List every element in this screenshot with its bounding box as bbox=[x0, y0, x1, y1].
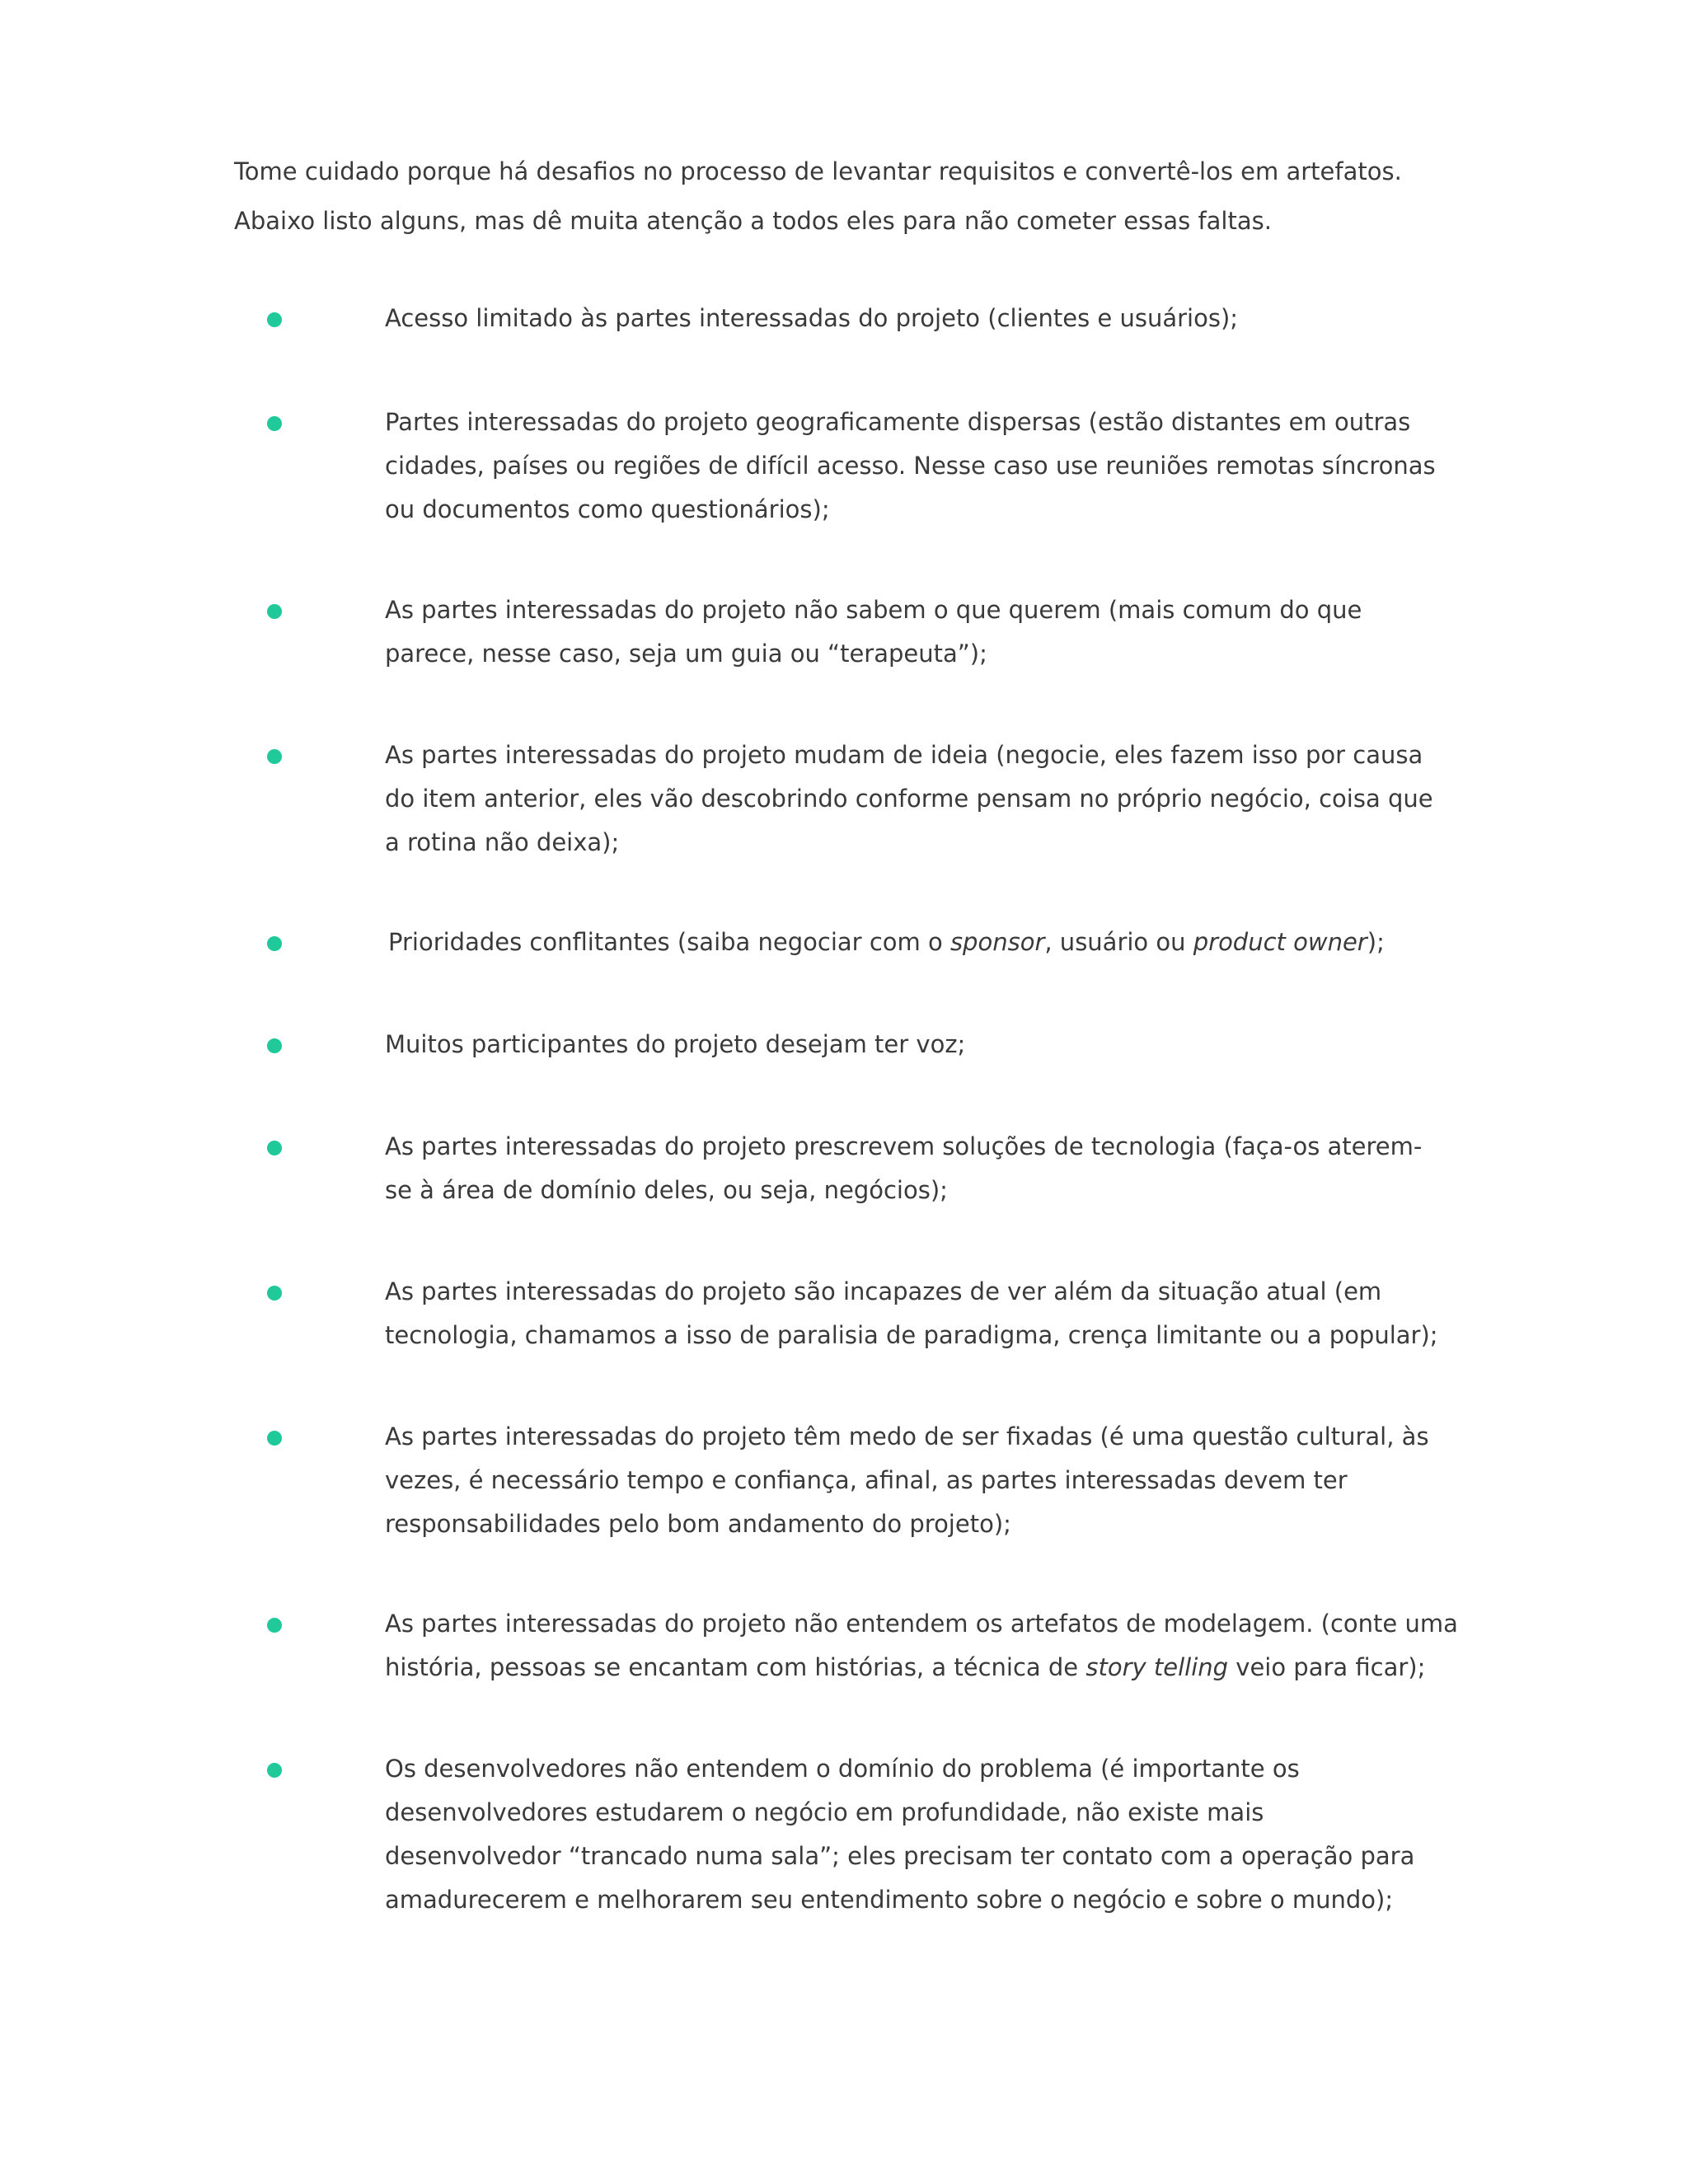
bullet-icon bbox=[267, 312, 282, 327]
item-line: do item anterior, eles vão descobrindo conforme pensam no próprio negócio, coisa que bbox=[385, 785, 1433, 813]
item-line: As partes interessadas do projeto não entendem os artefatos de modelagem. (conte uma bbox=[385, 1610, 1458, 1638]
item-text-italic: story telling bbox=[1085, 1653, 1229, 1681]
item-line: parece, nesse caso, seja um guia ou “terapeuta”); bbox=[385, 640, 987, 668]
item-line: vezes, é necessário tempo e confiança, afinal, as partes interessadas devem ter bbox=[385, 1466, 1348, 1494]
intro-line-2: Abaixo listo alguns, mas dê muita atenção a todos eles para não cometer essas faltas. bbox=[234, 207, 1272, 235]
item-line: As partes interessadas do projeto têm medo de ser fixadas (é uma questão cultural, às bbox=[385, 1422, 1429, 1451]
item-text-italic: sponsor bbox=[950, 928, 1045, 956]
item-line: ou documentos como questionários); bbox=[385, 495, 830, 523]
bullet-icon bbox=[267, 1141, 282, 1155]
bullet-icon bbox=[267, 1431, 282, 1446]
item-line: desenvolvedor “trancado numa sala”; eles precisam ter contato com a operação para bbox=[385, 1842, 1415, 1870]
item-line: As partes interessadas do projeto mudam de ideia (negocie, eles fazem isso por causa bbox=[385, 741, 1423, 769]
item-text-part: ); bbox=[1367, 928, 1385, 956]
item-line: amadurecerem e melhorarem seu entendimento sobre o negócio e sobre o mundo); bbox=[385, 1886, 1394, 1914]
item-line: Muitos participantes do projeto desejam ter voz; bbox=[385, 1030, 966, 1058]
bullet-icon bbox=[267, 604, 282, 619]
item-line: Partes interessadas do projeto geograficamente dispersas (estão distantes em outras bbox=[385, 408, 1411, 436]
intro-line-1: Tome cuidado porque há desafios no processo de levantar requisitos e convertê-los em artefatos. bbox=[234, 157, 1402, 185]
item-line bbox=[385, 1646, 1448, 1690]
item-line: desenvolvedores estudarem o negócio em profundidade, não existe mais bbox=[385, 1798, 1264, 1826]
bullet-icon bbox=[267, 749, 282, 764]
bullet-icon bbox=[267, 1618, 282, 1633]
bullet-icon bbox=[267, 936, 282, 951]
item-line: As partes interessadas do projeto não sabem o que querem (mais comum do que bbox=[385, 596, 1362, 624]
item-line: tecnologia, chamamos a isso de paralisia de paradigma, crença limitante ou a popular); bbox=[385, 1321, 1438, 1349]
bullet-icon bbox=[267, 1763, 282, 1778]
bullet-icon bbox=[267, 1038, 282, 1053]
item-line: Os desenvolvedores não entendem o domínio do problema (é importante os bbox=[385, 1755, 1300, 1783]
intro-paragraph bbox=[234, 147, 1470, 246]
item-line: As partes interessadas do projeto prescrevem soluções de tecnologia (faça-os aterem- bbox=[385, 1132, 1423, 1160]
bullet-icon bbox=[267, 1286, 282, 1301]
item-text-part: veio para ficar); bbox=[1228, 1653, 1426, 1681]
item-line: Acesso limitado às partes interessadas do projeto (clientes e usuários); bbox=[385, 304, 1239, 332]
bullet-icon bbox=[267, 416, 282, 431]
item-line bbox=[388, 921, 1451, 964]
item-line: responsabilidades pelo bom andamento do projeto); bbox=[385, 1510, 1011, 1538]
item-line: As partes interessadas do projeto são incapazes de ver além da situação atual (em bbox=[385, 1277, 1382, 1305]
item-text-italic: product owner bbox=[1193, 928, 1367, 956]
item-text-part: , usuário ou bbox=[1044, 928, 1193, 956]
item-line: a rotina não deixa); bbox=[385, 828, 620, 856]
item-line: cidades, países ou regiões de difícil acesso. Nesse caso use reuniões remotas síncronas bbox=[385, 452, 1436, 480]
item-line: se à área de domínio deles, ou seja, negócios); bbox=[385, 1176, 948, 1204]
item-text-part: história, pessoas se encantam com histórias, a técnica de bbox=[385, 1653, 1086, 1681]
item-text-part: Prioridades conflitantes (saiba negociar com o bbox=[388, 928, 950, 956]
